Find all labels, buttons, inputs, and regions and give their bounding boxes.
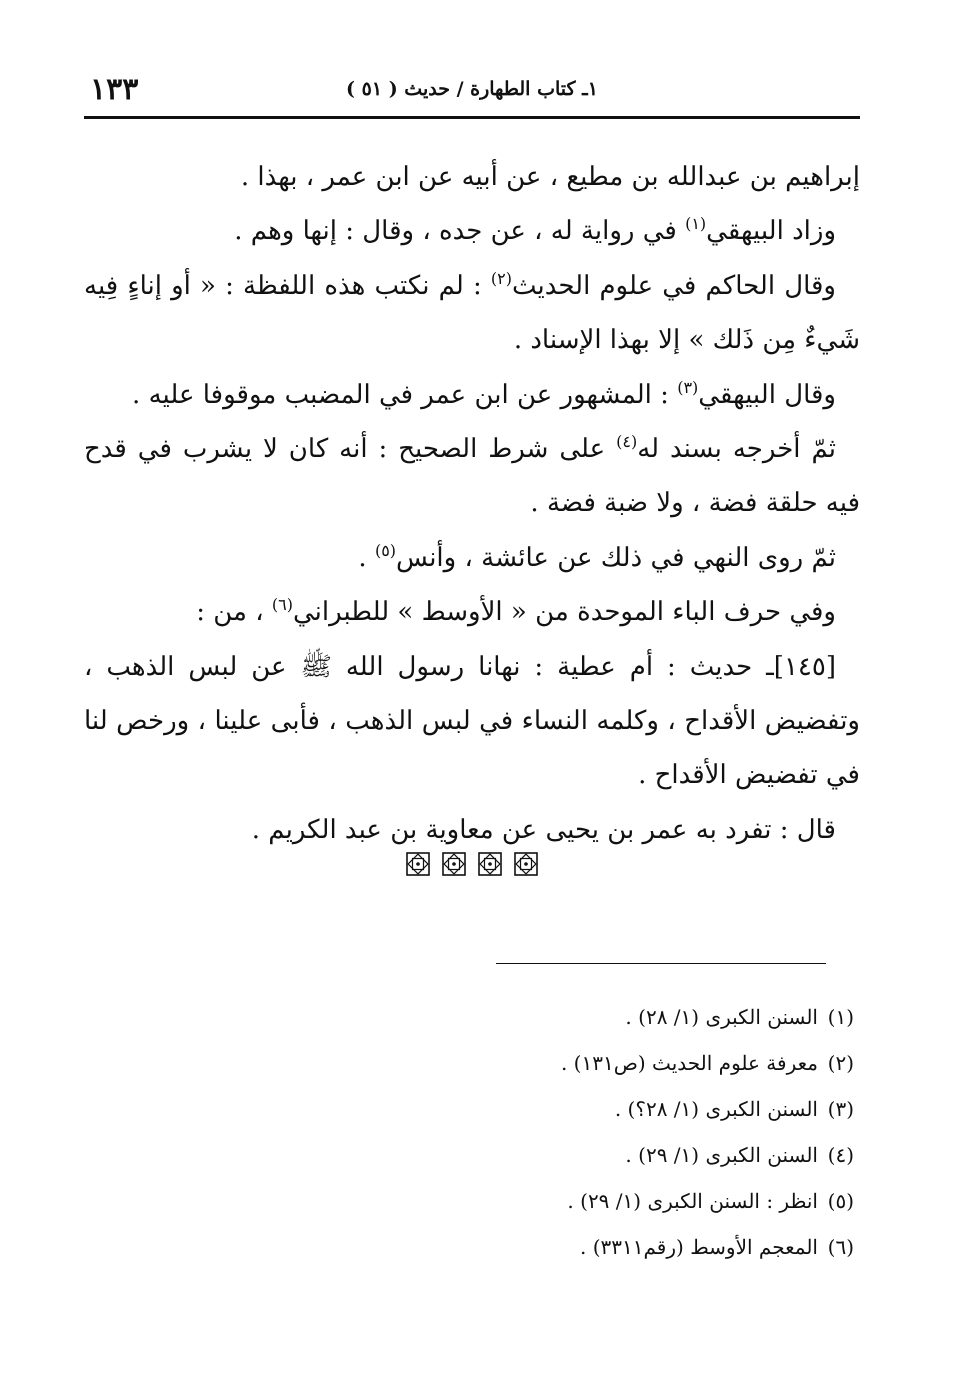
footnote-text: السنن الكبرى (١/ ٢٩) .: [625, 1143, 818, 1167]
paragraph-1-text: إبراهيم بن عبدالله بن مطيع ، عن أبيه عن ابن عمر ، بهذا .: [240, 162, 860, 192]
footnote-number: (٣): [827, 1097, 854, 1121]
square-star-ornament-icon: [514, 852, 538, 876]
header-rule: [84, 116, 860, 119]
footnote-number: (١): [827, 1005, 854, 1029]
paragraph-1: [84, 150, 860, 204]
paragraph-3: [84, 259, 860, 368]
footnote-text: معرفة علوم الحديث (ص١٣١) .: [560, 1051, 818, 1075]
footnotes-list: [84, 994, 854, 1270]
footnote-item: [84, 1086, 854, 1132]
footnote-number: (٤): [827, 1143, 854, 1167]
footnote-text: السنن الكبرى (١/ ٢٨) .: [625, 1005, 818, 1029]
paragraph-2-text-b: في رواية له ، عن جده ، وقال : إنها وهم .: [234, 216, 686, 247]
paragraph-6-text-a: ثمّ روى النهي في ذلك عن عائشة ، وأنس: [396, 542, 836, 573]
body-text: [84, 150, 860, 857]
footnote-item: [84, 1040, 854, 1086]
paragraph-6: [84, 531, 860, 585]
paragraph-6-text-b: .: [358, 542, 375, 573]
footnote-item: [84, 994, 854, 1040]
footnote-ref-5: (٥): [374, 540, 397, 560]
footnote-ref-1: (١): [685, 214, 707, 234]
footnote-item: [84, 1224, 854, 1270]
paragraph-4: [84, 368, 860, 422]
footnote-text: السنن الكبرى (١/ ٢٨؟) .: [614, 1097, 818, 1121]
section-end-ornaments: [84, 852, 860, 888]
footnote-ref-2: (٢): [490, 268, 512, 288]
paragraph-3-text-a: وقال الحاكم في علوم الحديث: [511, 270, 836, 301]
paragraph-4-text-b: : المشهور عن ابن عمر في المضبب موقوفا عليه .: [132, 379, 678, 410]
paragraph-7-text-b: ، من :: [196, 597, 272, 628]
paragraph-7-text-a: وفي حرف الباء الموحدة من « الأوسط » للطبراني: [292, 597, 836, 628]
paragraph-4-text-a: وقال البيهقي: [698, 379, 836, 410]
footnote-ref-4: (٤): [616, 432, 638, 452]
paragraph-9-text: قال : تفرد به عمر بن يحيى عن معاوية بن عبد الكريم .: [251, 814, 836, 845]
paragraph-9: [84, 803, 860, 857]
paragraph-5: [84, 422, 860, 531]
footnote-separator: [496, 963, 826, 964]
paragraph-5-text-a: ثمّ أخرجه بسند له: [637, 434, 836, 465]
footnote-ref-3: (٣): [677, 377, 699, 397]
page-number: ١٣٣: [90, 72, 139, 107]
square-star-ornament-icon: [442, 852, 466, 876]
footnote-ref-6: (٦): [271, 595, 293, 615]
footnote-text: انظر : السنن الكبرى (١/ ٢٩) .: [567, 1189, 818, 1213]
footnote-number: (٦): [827, 1235, 854, 1259]
paragraph-5-text-b: على شرط الصحيح : أنه كان لا يشرب في قدح فيه حلقة فضة ، ولا ضبة فضة .: [84, 434, 860, 519]
footnote-item: [84, 1178, 854, 1224]
footnote-number: (٥): [827, 1189, 854, 1213]
paragraph-7: [84, 585, 860, 639]
paragraph-3-text-b: : لم نكتب هذه اللفظة : « أو إناءٍ فِيه شَيءٌ مِن ذَلك » إلا بهذا الإسناد .: [84, 270, 860, 356]
paragraph-2: [84, 204, 860, 258]
hadith-145: [84, 640, 860, 803]
running-header: [84, 74, 860, 114]
running-title: ١ـ كتاب الطهارة / حديث ( ٥١ ): [346, 78, 598, 100]
hadith-145-text: [١٤٥]ـ حديث : أم عطية : نهانا رسول الله ﷺ عن لبس الذهب ، وتفضيض الأقداح ، وكلمه النساء في لبس الذهب ، فأبى علينا ، ورخص لنا في تفضيض الأقداح .: [84, 651, 860, 791]
footnote-number: (٢): [827, 1051, 854, 1075]
footnote-text: المعجم الأوسط (رقم٣٣١١) .: [580, 1235, 818, 1259]
footnote-item: [84, 1132, 854, 1178]
paragraph-2-text-a: وزاد البيهقي: [706, 216, 836, 247]
square-star-ornament-icon: [406, 852, 430, 876]
square-star-ornament-icon: [478, 852, 502, 876]
